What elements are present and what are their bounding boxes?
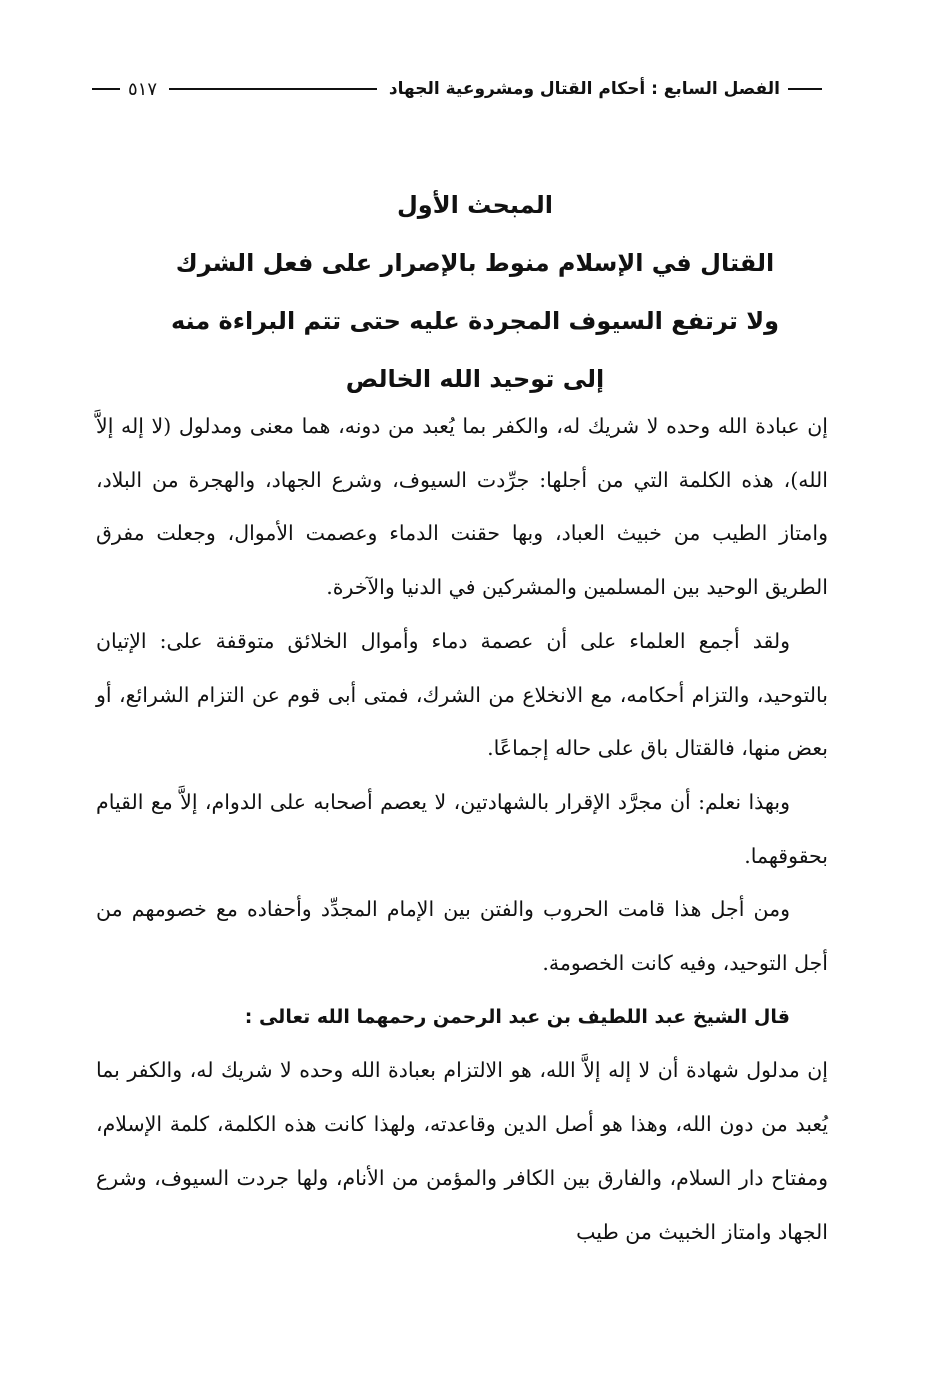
header-leading-dash	[788, 88, 822, 90]
body-text	[96, 400, 828, 1259]
page-number: ٥١٧	[128, 78, 158, 100]
section-subtitle-line-3: إلى توحيد الله الخالص	[345, 365, 605, 393]
section-subtitle-line-1: القتال في الإسلام منوط بالإصرار على فعل الشرك	[175, 249, 775, 277]
header-rule	[169, 88, 377, 90]
paragraph-2: ولقد أجمع العلماء على أن عصمة دماء وأموال الخلائق متوقفة على: الإتيان بالتوحيد، والتزام أحكامه، مع الانخلاع من الشرك، فمتى أبى قوم عن التزام الشرائع، أو بعض منها، فالقتال باق على حاله إجماعًا.	[96, 628, 828, 761]
header-chapter-title: الفصل السابع : أحكام القتال ومشروعية الجهاد	[388, 79, 780, 99]
quote-paragraph: إن مدلول شهادة أن لا إله إلاَّ الله، هو الالتزام بعبادة الله وحده لا شريك له، والكفر بما يُعبد من دون الله، وهذا هو أصل الدين وقاعدته، ولهذا كانت هذه الكلمة، كلمة الإسلام، ومفتاح دار السلام، والفارق بين الكافر والمؤمن من الأنام، ولها جردت السيوف، وشرع الجهاد وامتاز الخبيث من طيب	[96, 1058, 828, 1244]
section-title: المبحث الأول	[396, 191, 554, 219]
section-heading	[90, 176, 860, 408]
header-trailing-dash	[92, 88, 120, 90]
paragraph-3: وبهذا نعلم: أن مجرَّد الإقرار بالشهادتين، لا يعصم أصحابه على الدوام، إلاَّ مع القيام بحقوقهما.	[96, 789, 828, 868]
running-header	[92, 72, 822, 106]
quote-attribution: قال الشيخ عبد اللطيف بن عبد الرحمن رحمهما الله تعالى :	[244, 1005, 790, 1028]
section-subtitle-line-2: ولا ترتفع السيوف المجردة عليه حتى تتم البراءة منه	[170, 307, 780, 335]
paragraph-4: ومن أجل هذا قامت الحروب والفتن بين الإمام المجدِّد وأحفاده مع خصومهم من أجل التوحيد، وفيه كانت الخصومة.	[96, 897, 828, 976]
paragraph-1: إن عبادة الله وحده لا شريك له، والكفر بما يُعبد من دونه، هما معنى ومدلول (لا إله إلاَّ الله)، هذه الكلمة التي من أجلها: جرِّدت السيوف، وشرع الجهاد، والهجرة من البلاد، وامتاز الطيب من خبيث العباد، وبها حقنت الدماء وعصمت الأموال، وجعلت مفرق الطريق الوحيد بين المسلمين والمشركين في الدنيا والآخرة.	[96, 414, 828, 600]
